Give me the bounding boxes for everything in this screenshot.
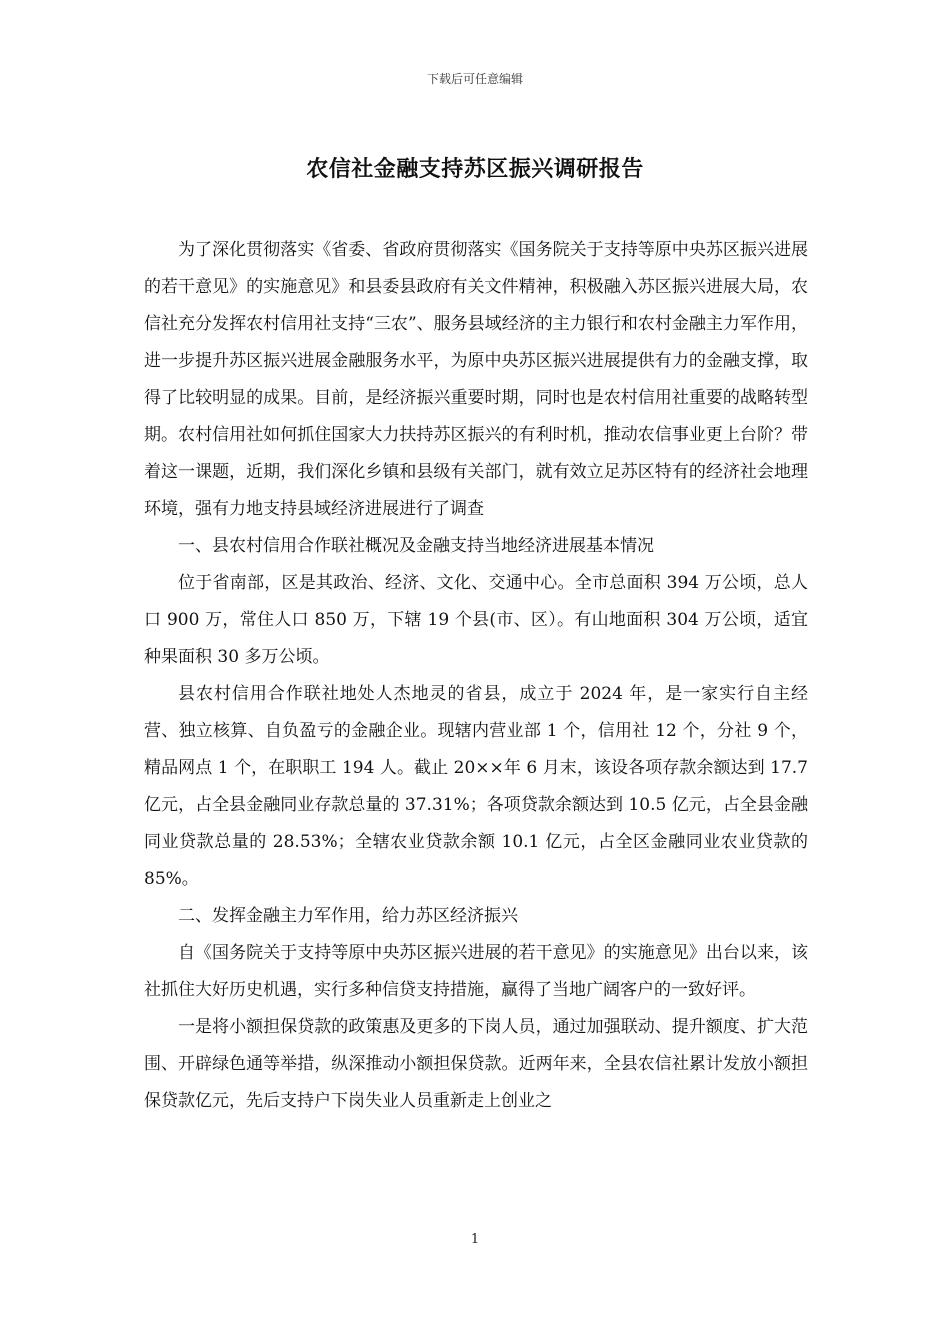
page-number: 1 — [470, 1232, 480, 1247]
paragraph-cooperative-overview: 县农村信用合作联社地处人杰地灵的省县，成立于 2024 年，是一家实行自主经营、独立核算、自负盈亏的金融企业。现辖内营业部 1 个，信用社 12 个，分社 9 个，精品网点 1 个，在职职工 194 人。截止 20××年 6 月末，该设各项存款余额达到 17.7 亿元，占全县金融同业存款总量的 37.31%；各项贷款余额达到 10.5 亿元，占全县金融同业贷款总量的 28.53%；全辖农业贷款余额 10.1 亿元，占全区金融同业农业贷款的 85%。 — [144, 684, 808, 889]
document-body — [144, 232, 808, 1120]
section-heading-1: 一、县农村信用合作联社概况及金融支持当地经济进展基本情况 — [178, 536, 654, 556]
paragraph-region-overview: 位于省南部，区是其政治、经济、文化、交通中心。全市总面积 394 万公顷，总人口 900 万，常住人口 850 万，下辖 19 个县(市、区）。有山地面积 304 万公顷，适宜种果面积 30 多万公顷。 — [144, 573, 808, 667]
paragraph-small-loans: 一是将小额担保贷款的政策惠及更多的下岗人员，通过加强联动、提升额度、扩大范围、开辟绿色通等举措，纵深推动小额担保贷款。近两年来，全县农信社累计发放小额担保贷款亿元，先后支持户下岗失业人员重新走上创业之 — [144, 1017, 808, 1111]
header-note: 下载后可任意编辑 — [426, 72, 523, 86]
document-title: 农信社金融支持苏区振兴调研报告 — [306, 156, 644, 182]
section-heading-2: 二、发挥金融主力军作用，给力苏区经济振兴 — [178, 906, 518, 926]
paragraph-intro: 为了深化贯彻落实《省委、省政府贯彻落实《国务院关于支持等原中央苏区振兴进展的若干意见》的实施意见》和县委县政府有关文件精神，积极融入苏区振兴进展大局，农信社充分发挥农村信用社支持“三农”、服务县域经济的主力银行和农村金融主力军作用，进一步提升苏区振兴进展金融服务水平，为原中央苏区振兴进展提供有力的金融支撑，取得了比较明显的成果。目前，是经济振兴重要时期，同时也是农村信用社重要的战略转型期。农村信用社如何抓住国家大力扶持苏区振兴的有利时机，推动农信事业更上台阶？带着这一课题，近期，我们深化乡镇和县级有关部门，就有效立足苏区特有的经济社会地理环境，强有力地支持县域经济进展进行了调查 — [144, 240, 808, 519]
paragraph-policy-support: 自《国务院关于支持等原中央苏区振兴进展的若干意见》的实施意见》出台以来，该社抓住大好历史机遇，实行多种信贷支持措施，赢得了当地广阔客户的一致好评。 — [144, 943, 808, 1000]
